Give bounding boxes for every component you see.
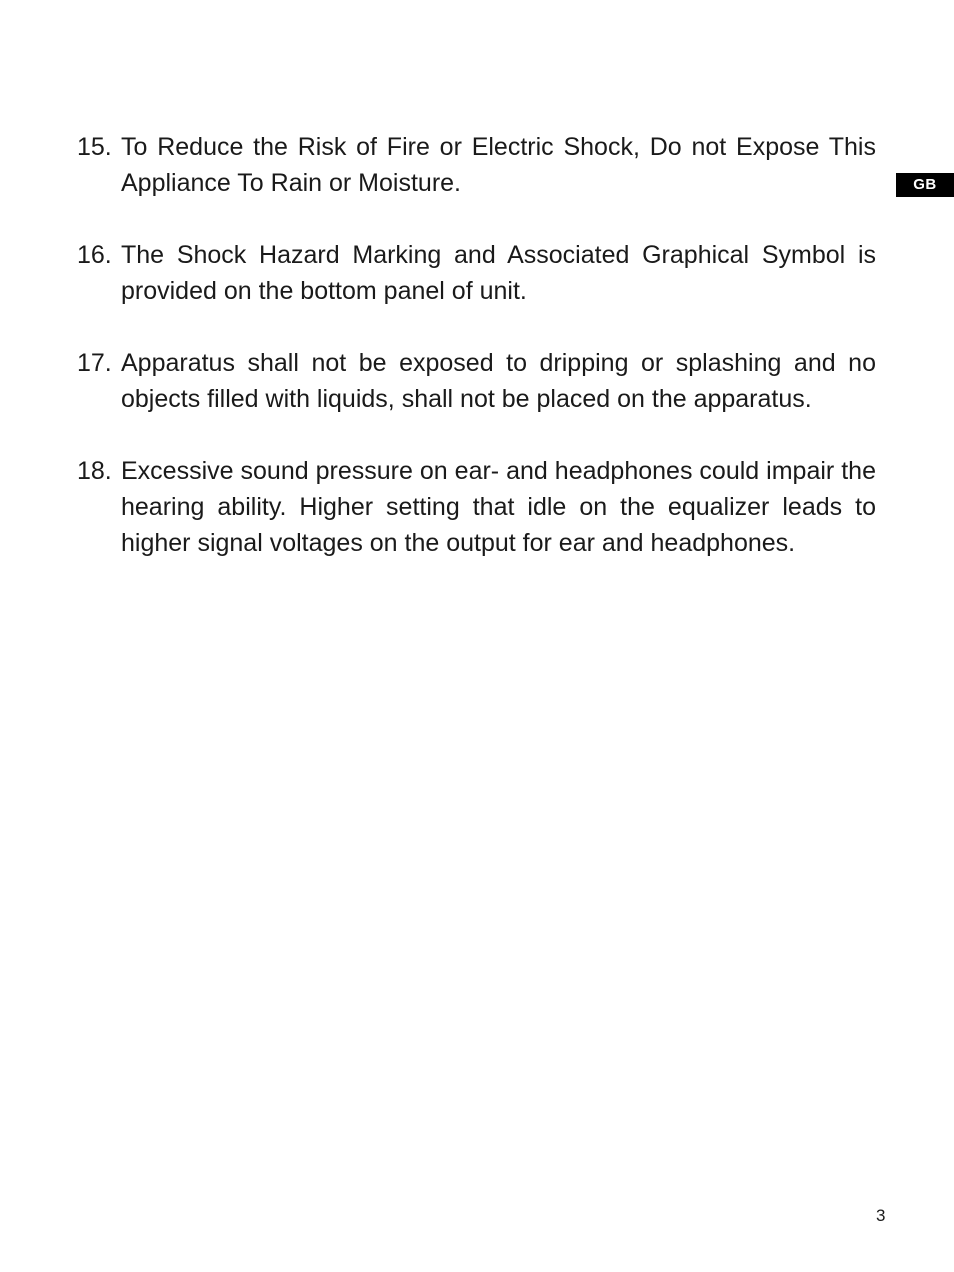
- page-number: 3: [876, 1206, 886, 1225]
- item-text: Excessive sound pressure on ear- and headphones could impair the hearing ability. Higher setting that idle on the equalizer leads to higher signal voltages on the output for ear and headphones.: [121, 457, 876, 557]
- list-item: [77, 237, 876, 309]
- item-text: The Shock Hazard Marking and Associated Graphical Symbol is provided on the bottom panel of unit.: [121, 241, 876, 305]
- safety-instructions-list: [77, 129, 876, 597]
- item-number: 15.: [77, 133, 112, 161]
- list-item: [77, 345, 876, 417]
- item-text: Apparatus shall not be exposed to dripping or splashing and no objects filled with liquids, shall not be placed on the apparatus.: [121, 349, 876, 413]
- list-item: [77, 129, 876, 201]
- item-text: To Reduce the Risk of Fire or Electric Shock, Do not Expose This Appliance To Rain or Moisture.: [121, 133, 876, 197]
- item-number: 17.: [77, 349, 112, 377]
- item-number: 18.: [77, 457, 112, 485]
- item-number: 16.: [77, 241, 112, 269]
- language-tab-gb: GB: [896, 173, 954, 197]
- list-item: [77, 453, 876, 561]
